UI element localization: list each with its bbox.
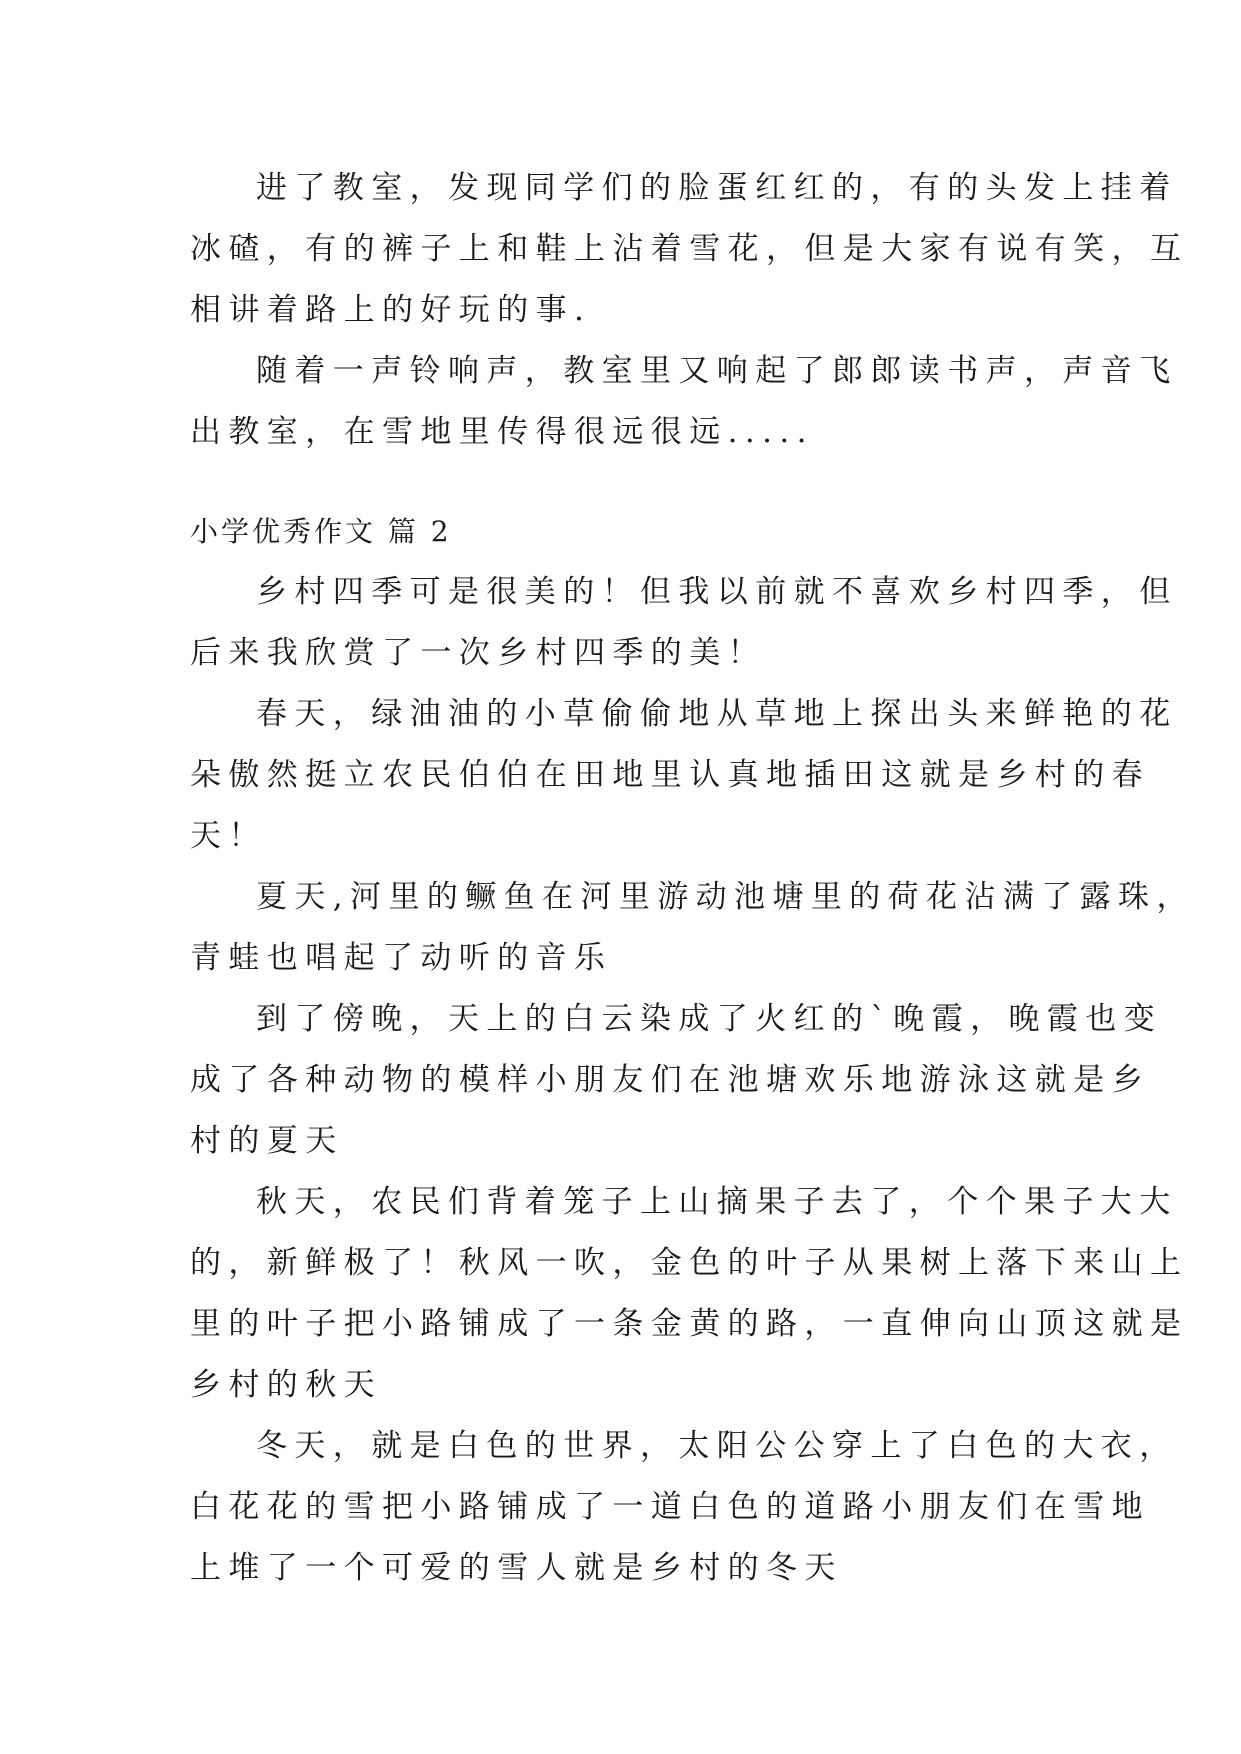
paragraph-line: 上堆了一个可爱的雪人就是乡村的冬天 [190,1550,843,1586]
essay-heading: 小学优秀作文 篇 2 [190,515,452,548]
paragraph-line: 白花花的雪把小路铺成了一道白色的道路小朋友们在雪地 [190,1489,1150,1525]
paragraph-line: 出教室，在雪地里传得很远很远..... [190,414,814,450]
paragraph [190,341,1178,463]
paragraph-line: 乡村四季可是很美的！但我以前就不喜欢乡村四季，但 [256,574,1178,610]
paragraph [190,684,1178,867]
paragraph-line: 进了教室，发现同学们的脸蛋红红的，有的头发上挂着 [256,170,1178,206]
paragraph [190,867,1195,989]
paragraph-line: 随着一声铃响声，教室里又响起了郎郎读书声，声音飞 [256,353,1178,389]
paragraph-line: 青蛙也唱起了动听的音乐 [190,940,613,976]
section-2 [190,501,1195,1599]
document-page [190,158,1195,1599]
paragraph-line: 夏天,河里的鳜鱼在河里游动池塘里的荷花沾满了露珠， [256,879,1195,915]
paragraph-line: 秋天，农民们背着笼子上山摘果子去了，个个果子大大 [256,1184,1178,1220]
paragraph [190,1172,1189,1416]
paragraph-line: 的，新鲜极了！秋风一吹，金色的叶子从果树上落下来山上 [190,1245,1189,1281]
paragraph-line: 成了各种动物的模样小朋友们在池塘欢乐地游泳这就是乡 [190,1062,1150,1098]
paragraph-line: 冬天，就是白色的世界，太阳公公穿上了白色的大衣， [256,1428,1178,1464]
paragraph-line: 冰碴，有的裤子上和鞋上沾着雪花，但是大家有说有笑，互 [190,231,1189,267]
paragraph-line: 后来我欣赏了一次乡村四季的美！ [190,635,766,671]
paragraph [190,562,1178,684]
paragraph-line: 相讲着路上的好玩的事. [190,292,592,328]
paragraph [190,989,1163,1172]
paragraph-line: 乡村的秋天 [190,1367,382,1403]
paragraph-line: 天！ [190,818,267,854]
section-1 [190,158,1189,463]
paragraph-line: 到了傍晚，天上的白云染成了火红的`晚霞，晚霞也变 [256,1001,1163,1037]
paragraph-line: 春天，绿油油的小草偷偷地从草地上探出头来鲜艳的花 [256,696,1178,732]
paragraph [190,158,1189,341]
paragraph-line: 里的叶子把小路铺成了一条金黄的路，一直伸向山顶这就是 [190,1306,1189,1342]
paragraph-line: 村的夏天 [190,1123,344,1159]
paragraph-line: 朵傲然挺立农民伯伯在田地里认真地插田这就是乡村的春 [190,757,1150,793]
paragraph [190,1416,1178,1599]
